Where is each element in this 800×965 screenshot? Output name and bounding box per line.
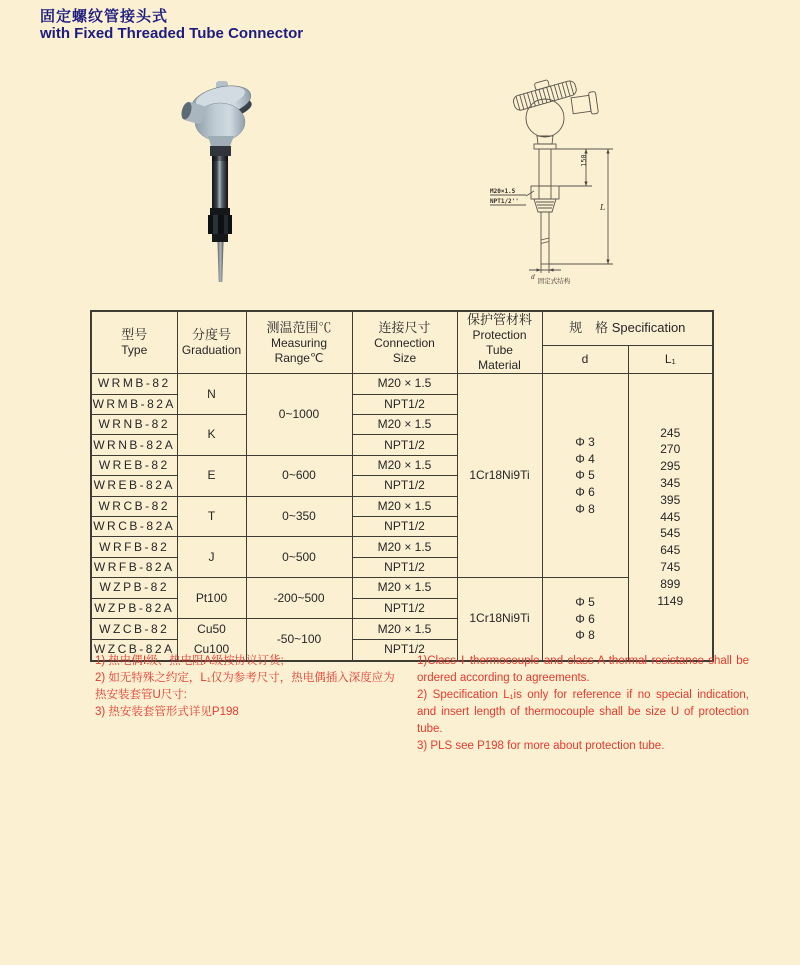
range-header-zh: 测温范围℃ — [266, 319, 332, 335]
range-cell: 0~1000 — [246, 374, 352, 456]
dimension-L-label: L — [600, 203, 606, 212]
material-header-zh: 保护管材料 — [466, 312, 532, 327]
col-header-l1: L₁ — [628, 346, 713, 374]
thermocouple-product-photo — [150, 76, 300, 291]
graduation-cell: T — [177, 496, 246, 537]
connection-cell: M20 × 1.5 — [352, 537, 457, 557]
l1-value: 445 — [660, 509, 681, 524]
connection-cell: NPT1/2 — [352, 435, 457, 455]
type-header-zh: 型号 — [121, 327, 148, 342]
l1-value: 745 — [660, 559, 681, 574]
table-row — [91, 578, 713, 598]
col-header-graduation — [177, 311, 246, 374]
range-header-en1: Measuring — [270, 335, 328, 350]
footnote-zh-3: 3) 热安装套管形式详见P198 — [95, 706, 239, 718]
l1-value: 245 — [660, 425, 681, 440]
connection-header-en1: Connection — [374, 335, 435, 350]
material-cell: 1Cr18Ni9Ti — [457, 374, 542, 578]
type-cell: WRCB-82A — [91, 516, 177, 536]
type-cell: WZCB-82 — [91, 618, 177, 639]
l1-value: 899 — [660, 576, 681, 591]
d-value: Φ 8 — [575, 628, 595, 643]
type-cell: WREB-82A — [91, 476, 177, 496]
connection-cell: NPT1/2 — [352, 394, 457, 414]
footnote-en-1: 1)Class-Ⅰ thermocouple and class A thermal resistance shall be ordered according to agreements. — [417, 655, 749, 684]
type-cell: WZPB-82A — [91, 598, 177, 618]
graduation-header-en: Graduation — [181, 343, 242, 358]
footnote-zh-2b: 热安装套管U尺寸: — [95, 689, 187, 701]
page-title-chinese: 固定螺纹管接头式 — [40, 8, 169, 25]
d-value: Φ 6 — [575, 485, 595, 500]
range-header-en2: Range℃ — [274, 350, 324, 365]
range-cell: -200~500 — [246, 578, 352, 619]
connector-head-photo — [180, 81, 255, 156]
type-cell: WRMB-82A — [91, 394, 177, 414]
thread-label-m20: M20×1.5 — [490, 188, 516, 195]
l1-values-cell — [628, 374, 713, 661]
graduation-cell: Pt100 — [177, 578, 246, 619]
d-values-cell — [542, 374, 628, 578]
type-cell: WRFB-82A — [91, 557, 177, 577]
connection-cell: M20 × 1.5 — [352, 578, 457, 598]
col-header-d: d — [542, 346, 628, 374]
material-header-en1: Protection Tube — [472, 328, 527, 358]
l1-value: 645 — [660, 543, 681, 558]
dimension-150-label: 150 — [580, 154, 588, 167]
thread-label-npt: NPT1/2'' — [490, 198, 519, 205]
col-header-type — [91, 311, 177, 374]
connection-cell: NPT1/2 — [352, 598, 457, 618]
type-cell: WRCB-82 — [91, 496, 177, 516]
type-cell: WREB-82 — [91, 455, 177, 475]
graduation-cell: J — [177, 537, 246, 578]
graduation-header-zh: 分度号 — [191, 327, 231, 342]
type-cell: WRMB-82 — [91, 374, 177, 394]
graduation-cell: K — [177, 415, 246, 456]
col-header-specification — [542, 311, 713, 346]
d-value: Φ 8 — [575, 501, 595, 516]
connection-header-en2: Size — [392, 350, 417, 365]
graduation-cell: E — [177, 455, 246, 496]
dimension-d-label: d — [531, 274, 535, 281]
type-cell: WRNB-82A — [91, 435, 177, 455]
footnote-zh-2: 2) 如无特殊之约定，L₁仅为参考尺寸，热电偶插入深度应为 — [95, 672, 395, 684]
type-cell: WZCB-82A — [91, 640, 177, 661]
page-title-english: with Fixed Threaded Tube Connector — [40, 25, 304, 42]
col-header-connection-size — [352, 311, 457, 374]
footnote-en-2: 2) Specification L₁is only for reference if no special indication, and insert length of thermocouple shall be size U of protection tube. — [417, 689, 749, 735]
graduation-cell: N — [177, 374, 246, 415]
specification-table — [90, 310, 714, 662]
side-port-drawing — [571, 91, 599, 116]
l1-value: 270 — [660, 442, 681, 457]
l1-value: 295 — [660, 459, 681, 474]
l1-value: 345 — [660, 476, 681, 490]
connection-cell: NPT1/2 — [352, 640, 457, 661]
graduation-value: Cu100 — [193, 642, 230, 657]
connection-cell: M20 × 1.5 — [352, 496, 457, 516]
footnotes-english — [417, 653, 749, 755]
col-header-measuring-range — [246, 311, 352, 374]
l1-value: 545 — [660, 526, 681, 541]
d-values-cell — [542, 578, 628, 661]
col-header-protection-tube — [457, 311, 542, 374]
d-value: Φ 4 — [575, 451, 595, 466]
footnote-zh-1: 1) 热电偶Ⅰ级、热电阻A级按协议订货; — [95, 655, 284, 667]
header-row-1 — [91, 311, 713, 346]
connection-cell: M20 × 1.5 — [352, 455, 457, 475]
d-value: Φ 6 — [575, 611, 595, 626]
d-value: Φ 5 — [575, 594, 595, 609]
range-cell: -50~100 — [246, 618, 352, 660]
l1-value: 1149 — [657, 593, 684, 608]
material-cell: 1Cr18Ni9Ti — [457, 578, 542, 661]
d-value: Φ 3 — [575, 434, 595, 449]
material-header-en2: Material — [478, 358, 521, 373]
range-cell: 0~500 — [246, 537, 352, 578]
range-cell: 0~600 — [246, 455, 352, 496]
connection-cell: M20 × 1.5 — [352, 374, 457, 394]
connection-cell: NPT1/2 — [352, 557, 457, 577]
connection-cell: NPT1/2 — [352, 476, 457, 496]
type-header-en: Type — [121, 343, 148, 358]
connection-header-zh: 连接尺寸 — [378, 319, 431, 335]
type-cell: WRNB-82 — [91, 415, 177, 435]
l1-value: 395 — [660, 492, 681, 507]
head-cap-drawing — [510, 74, 578, 112]
connection-cell: M20 × 1.5 — [352, 415, 457, 435]
specification-header: 规 格 Specification — [569, 320, 686, 336]
range-cell: 0~350 — [246, 496, 352, 537]
d-value: Φ 5 — [575, 468, 595, 483]
table-row — [91, 374, 713, 394]
protection-tube-photo — [208, 156, 232, 282]
diagram-caption: 固定式结构 — [537, 278, 571, 285]
type-cell: WRFB-82 — [91, 537, 177, 557]
footnotes-chinese — [95, 653, 415, 721]
footnote-en-3: 3) PLS see P198 for more about protection tube. — [417, 740, 665, 752]
connection-cell: M20 × 1.5 — [352, 618, 457, 639]
graduation-value: Cu50 — [197, 621, 226, 636]
connection-cell: NPT1/2 — [352, 516, 457, 536]
dimension-diagram — [488, 74, 628, 286]
type-cell: WZPB-82 — [91, 578, 177, 598]
